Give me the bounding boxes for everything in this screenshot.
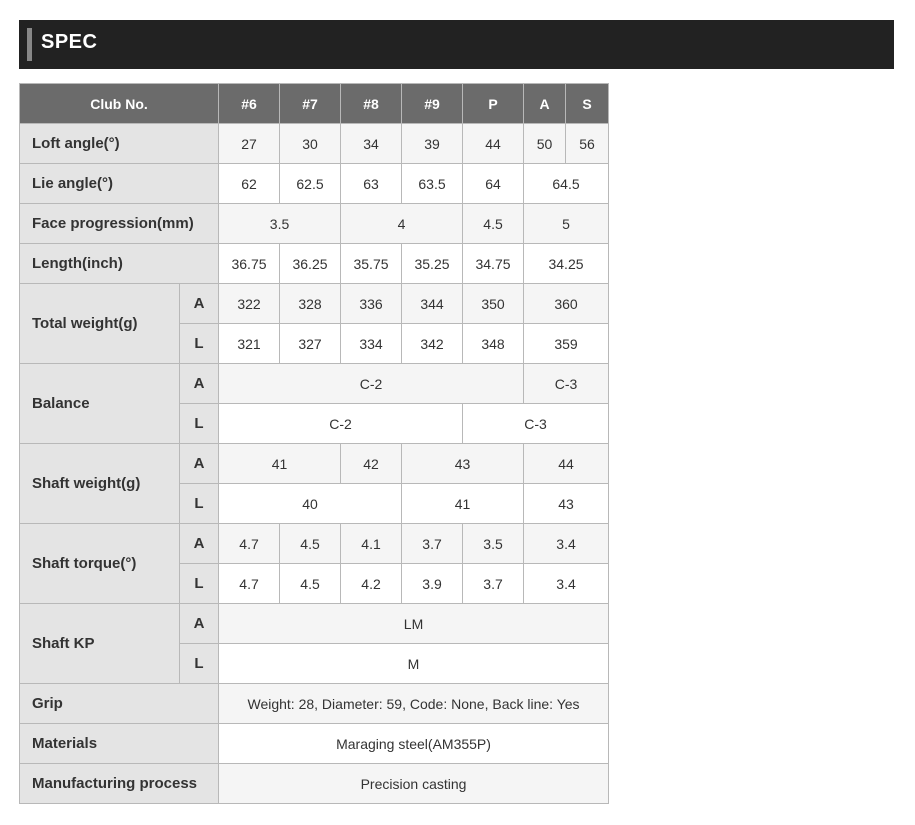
table-cell: 43 xyxy=(402,444,524,484)
table-cell: 4 xyxy=(341,204,463,244)
table-cell: 3.5 xyxy=(463,524,524,564)
table-row xyxy=(20,204,609,244)
table-cell: 3.7 xyxy=(402,524,463,564)
table-cell: C-3 xyxy=(524,364,609,404)
shaft-torque-label: Shaft torque(°) xyxy=(20,524,180,604)
table-cell: 62 xyxy=(219,164,280,204)
table-cell: 348 xyxy=(463,324,524,364)
club-header: A xyxy=(524,84,566,124)
table-cell: 4.7 xyxy=(219,564,280,604)
table-cell: 39 xyxy=(402,124,463,164)
sub-label-a: A xyxy=(180,604,219,644)
table-cell: LM xyxy=(219,604,609,644)
loft-label: Loft angle(°) xyxy=(20,124,219,164)
table-cell: 4.2 xyxy=(341,564,402,604)
length-label: Length(inch) xyxy=(20,244,219,284)
table-cell: 334 xyxy=(341,324,402,364)
table-cell: 3.7 xyxy=(463,564,524,604)
table-cell: 44 xyxy=(524,444,609,484)
table-cell: 34 xyxy=(341,124,402,164)
table-cell: Maraging steel(AM355P) xyxy=(219,724,609,764)
table-row xyxy=(20,244,609,284)
club-header: #6 xyxy=(219,84,280,124)
table-cell: 336 xyxy=(341,284,402,324)
club-header: #9 xyxy=(402,84,463,124)
face-label: Face progression(mm) xyxy=(20,204,219,244)
table-row xyxy=(20,444,609,484)
table-cell: 36.75 xyxy=(219,244,280,284)
spec-table xyxy=(19,83,609,804)
table-cell: C-3 xyxy=(463,404,609,444)
table-row xyxy=(20,284,609,324)
table-row xyxy=(20,684,609,724)
table-cell: 42 xyxy=(341,444,402,484)
spec-header xyxy=(19,20,894,69)
table-row xyxy=(20,164,609,204)
grip-label: Grip xyxy=(20,684,219,724)
table-row xyxy=(20,364,609,404)
table-cell: C-2 xyxy=(219,364,524,404)
table-cell: Weight: 28, Diameter: 59, Code: None, Back line: Yes xyxy=(219,684,609,724)
table-cell: 50 xyxy=(524,124,566,164)
balance-label: Balance xyxy=(20,364,180,444)
table-cell: 4.1 xyxy=(341,524,402,564)
table-cell: 40 xyxy=(219,484,402,524)
table-cell: 62.5 xyxy=(280,164,341,204)
process-label: Manufacturing process xyxy=(20,764,219,804)
table-cell: 4.7 xyxy=(219,524,280,564)
sub-label-a: A xyxy=(180,284,219,324)
table-row xyxy=(20,724,609,764)
sub-label-l: L xyxy=(180,644,219,684)
table-cell: 34.75 xyxy=(463,244,524,284)
sub-label-l: L xyxy=(180,404,219,444)
sub-label-a: A xyxy=(180,444,219,484)
table-cell: 64.5 xyxy=(524,164,609,204)
table-cell: 41 xyxy=(402,484,524,524)
sub-label-a: A xyxy=(180,364,219,404)
table-cell: 44 xyxy=(463,124,524,164)
sub-label-a: A xyxy=(180,524,219,564)
sub-label-l: L xyxy=(180,564,219,604)
table-cell: 4.5 xyxy=(280,564,341,604)
table-cell: 35.75 xyxy=(341,244,402,284)
table-cell: 3.4 xyxy=(524,524,609,564)
table-cell: 3.9 xyxy=(402,564,463,604)
table-row xyxy=(20,124,609,164)
table-cell: 5 xyxy=(524,204,609,244)
table-cell: 4.5 xyxy=(463,204,524,244)
shaft-kp-label: Shaft KP xyxy=(20,604,180,684)
table-cell: 328 xyxy=(280,284,341,324)
club-header: #7 xyxy=(280,84,341,124)
table-cell: C-2 xyxy=(219,404,463,444)
sub-label-l: L xyxy=(180,324,219,364)
table-row xyxy=(20,764,609,804)
table-cell: 34.25 xyxy=(524,244,609,284)
table-cell: 64 xyxy=(463,164,524,204)
table-cell: 36.25 xyxy=(280,244,341,284)
header-accent-bar xyxy=(27,28,32,61)
total-weight-label: Total weight(g) xyxy=(20,284,180,364)
table-row xyxy=(20,524,609,564)
table-cell: Precision casting xyxy=(219,764,609,804)
table-cell: 344 xyxy=(402,284,463,324)
lie-label: Lie angle(°) xyxy=(20,164,219,204)
shaft-weight-label: Shaft weight(g) xyxy=(20,444,180,524)
page-title: SPEC xyxy=(41,31,98,53)
table-cell: 56 xyxy=(566,124,609,164)
table-row xyxy=(20,604,609,644)
table-cell: 359 xyxy=(524,324,609,364)
materials-label: Materials xyxy=(20,724,219,764)
club-header: #8 xyxy=(341,84,402,124)
club-header: S xyxy=(566,84,609,124)
club-header: P xyxy=(463,84,524,124)
table-cell: 327 xyxy=(280,324,341,364)
table-cell: 360 xyxy=(524,284,609,324)
table-cell: 4.5 xyxy=(280,524,341,564)
table-cell: 63.5 xyxy=(402,164,463,204)
table-cell: 63 xyxy=(341,164,402,204)
table-cell: 3.5 xyxy=(219,204,341,244)
sub-label-l: L xyxy=(180,484,219,524)
table-cell: 350 xyxy=(463,284,524,324)
table-cell: 41 xyxy=(219,444,341,484)
table-cell: 35.25 xyxy=(402,244,463,284)
table-cell: 27 xyxy=(219,124,280,164)
table-cell: 321 xyxy=(219,324,280,364)
table-cell: 43 xyxy=(524,484,609,524)
club-no-header: Club No. xyxy=(20,84,219,124)
table-cell: 322 xyxy=(219,284,280,324)
table-cell: 342 xyxy=(402,324,463,364)
table-cell: M xyxy=(219,644,609,684)
table-cell: 3.4 xyxy=(524,564,609,604)
table-header-row xyxy=(20,84,609,124)
table-cell: 30 xyxy=(280,124,341,164)
